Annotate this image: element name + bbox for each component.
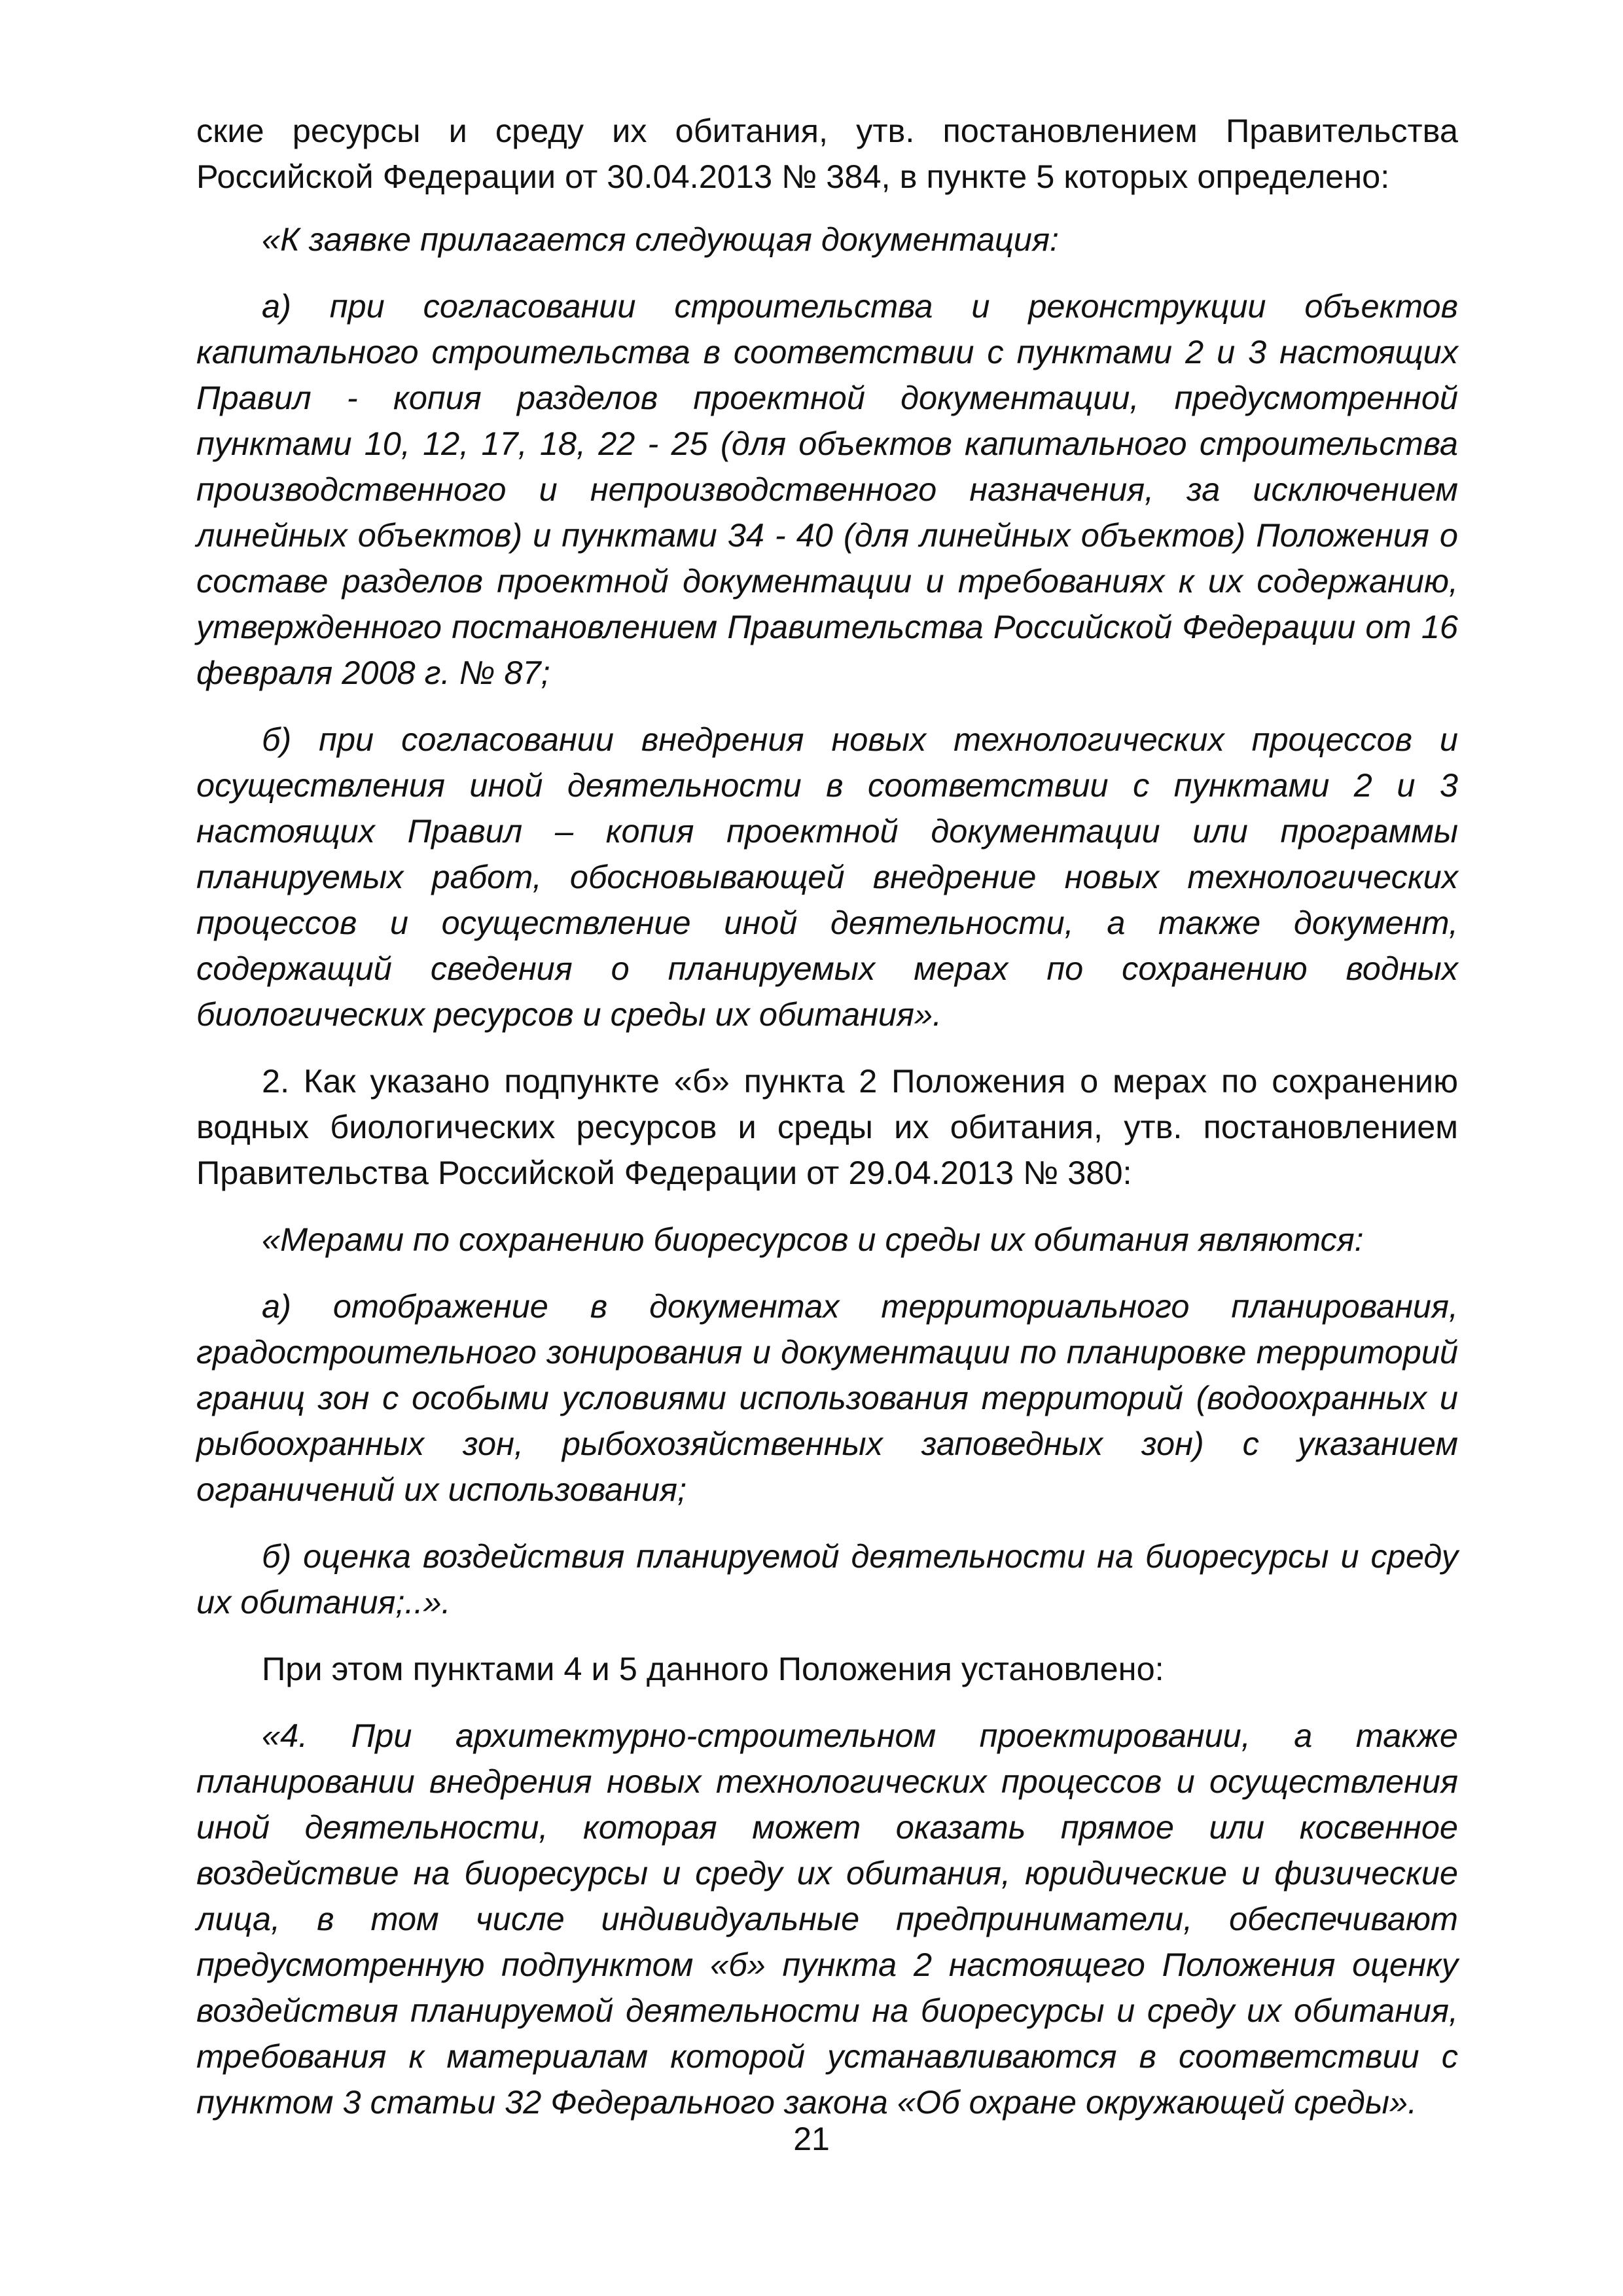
paragraph-points-4-5: При этом пунктами 4 и 5 данного Положения установлено: xyxy=(262,1650,1164,1687)
paragraph-2: 2. Как указано подпункте «б» пункта 2 Положения о мерах по сохранению водных биологических ресурсов и среды их обитания, утв. постановлением Правительства Российской Федерации от 29.04.2013 № 380: xyxy=(196,1062,1458,1191)
document-body xyxy=(196,108,1458,2125)
quote-point-4: «4. При архитектурно-строительном проектировании, а также планировании внедрения новых технологических процессов и осуществления иной деятельности, которая может оказать прямое или косвенное воздействие на биоресурсы и среду их обитания, юридические и физические лица, в том числе индивидуальные предприниматели, обеспечивают предусмотренную подпунктом «б» пункта 2 настоящего Положения оценку воздействия планируемой деятельности на биоресурсы и среду их обитания, требования к материалам которой устанавливаются в соответствии с пунктом 3 статьи 32 Федерального закона «Об охране окружающей среды». xyxy=(196,1717,1458,2121)
quote-item-b: б) при согласовании внедрения новых технологических процессов и осуществления иной деятельности в соответствии с пунктами 2 и 3 настоящих Правил – копия проектной документации или программы планируемых работ, обосновывающей внедрение новых технологических процессов и осуществление иной деятельности, а также документ, содержащий сведения о планируемых мерах по сохранению водных биологических ресурсов и среды их обитания». xyxy=(196,721,1458,1033)
quote-measure-b: б) оценка воздействия планируемой деятельности на биоресурсы и среду их обитания;..». xyxy=(196,1537,1458,1621)
paragraph-continuation: ские ресурсы и среду их обитания, утв. постановлением Правительства Российской Федерации от 30.04.2013 № 384, в пункте 5 которых определено: xyxy=(196,112,1458,195)
quote-item-a: а) при согласовании строительства и реконструкции объектов капитального строительства в соответствии с пунктами 2 и 3 настоящих Правил - копия разделов проектной документации, предусмотренной пунктами 10, 12, 17, 18, 22 - 25 (для объектов капитального строительства производственного и непроизводственного назначения, за исключением линейных объектов) и пунктами 34 - 40 (для линейных объектов) Положения о составе разделов проектной документации и требованиях к их содержанию, утвержденного постановлением Правительства Российской Федерации от 16 февраля 2008 г. № 87; xyxy=(196,287,1458,691)
quote-measures-intro: «Мерами по сохранению биоресурсов и среды их обитания являются: xyxy=(262,1221,1364,1258)
page-number: 21 xyxy=(793,2121,830,2157)
quote-measure-a: а) отображение в документах территориального планирования, градостроительного зонирования и документации по планировке территорий границ зон с особыми условиями использования территорий (водоохранных и рыбоохранных зон, рыбохозяйственных заповедных зон) с указанием ограничений их использования; xyxy=(196,1287,1458,1508)
quote-intro: «К заявке прилагается следующая документация: xyxy=(262,221,1059,258)
